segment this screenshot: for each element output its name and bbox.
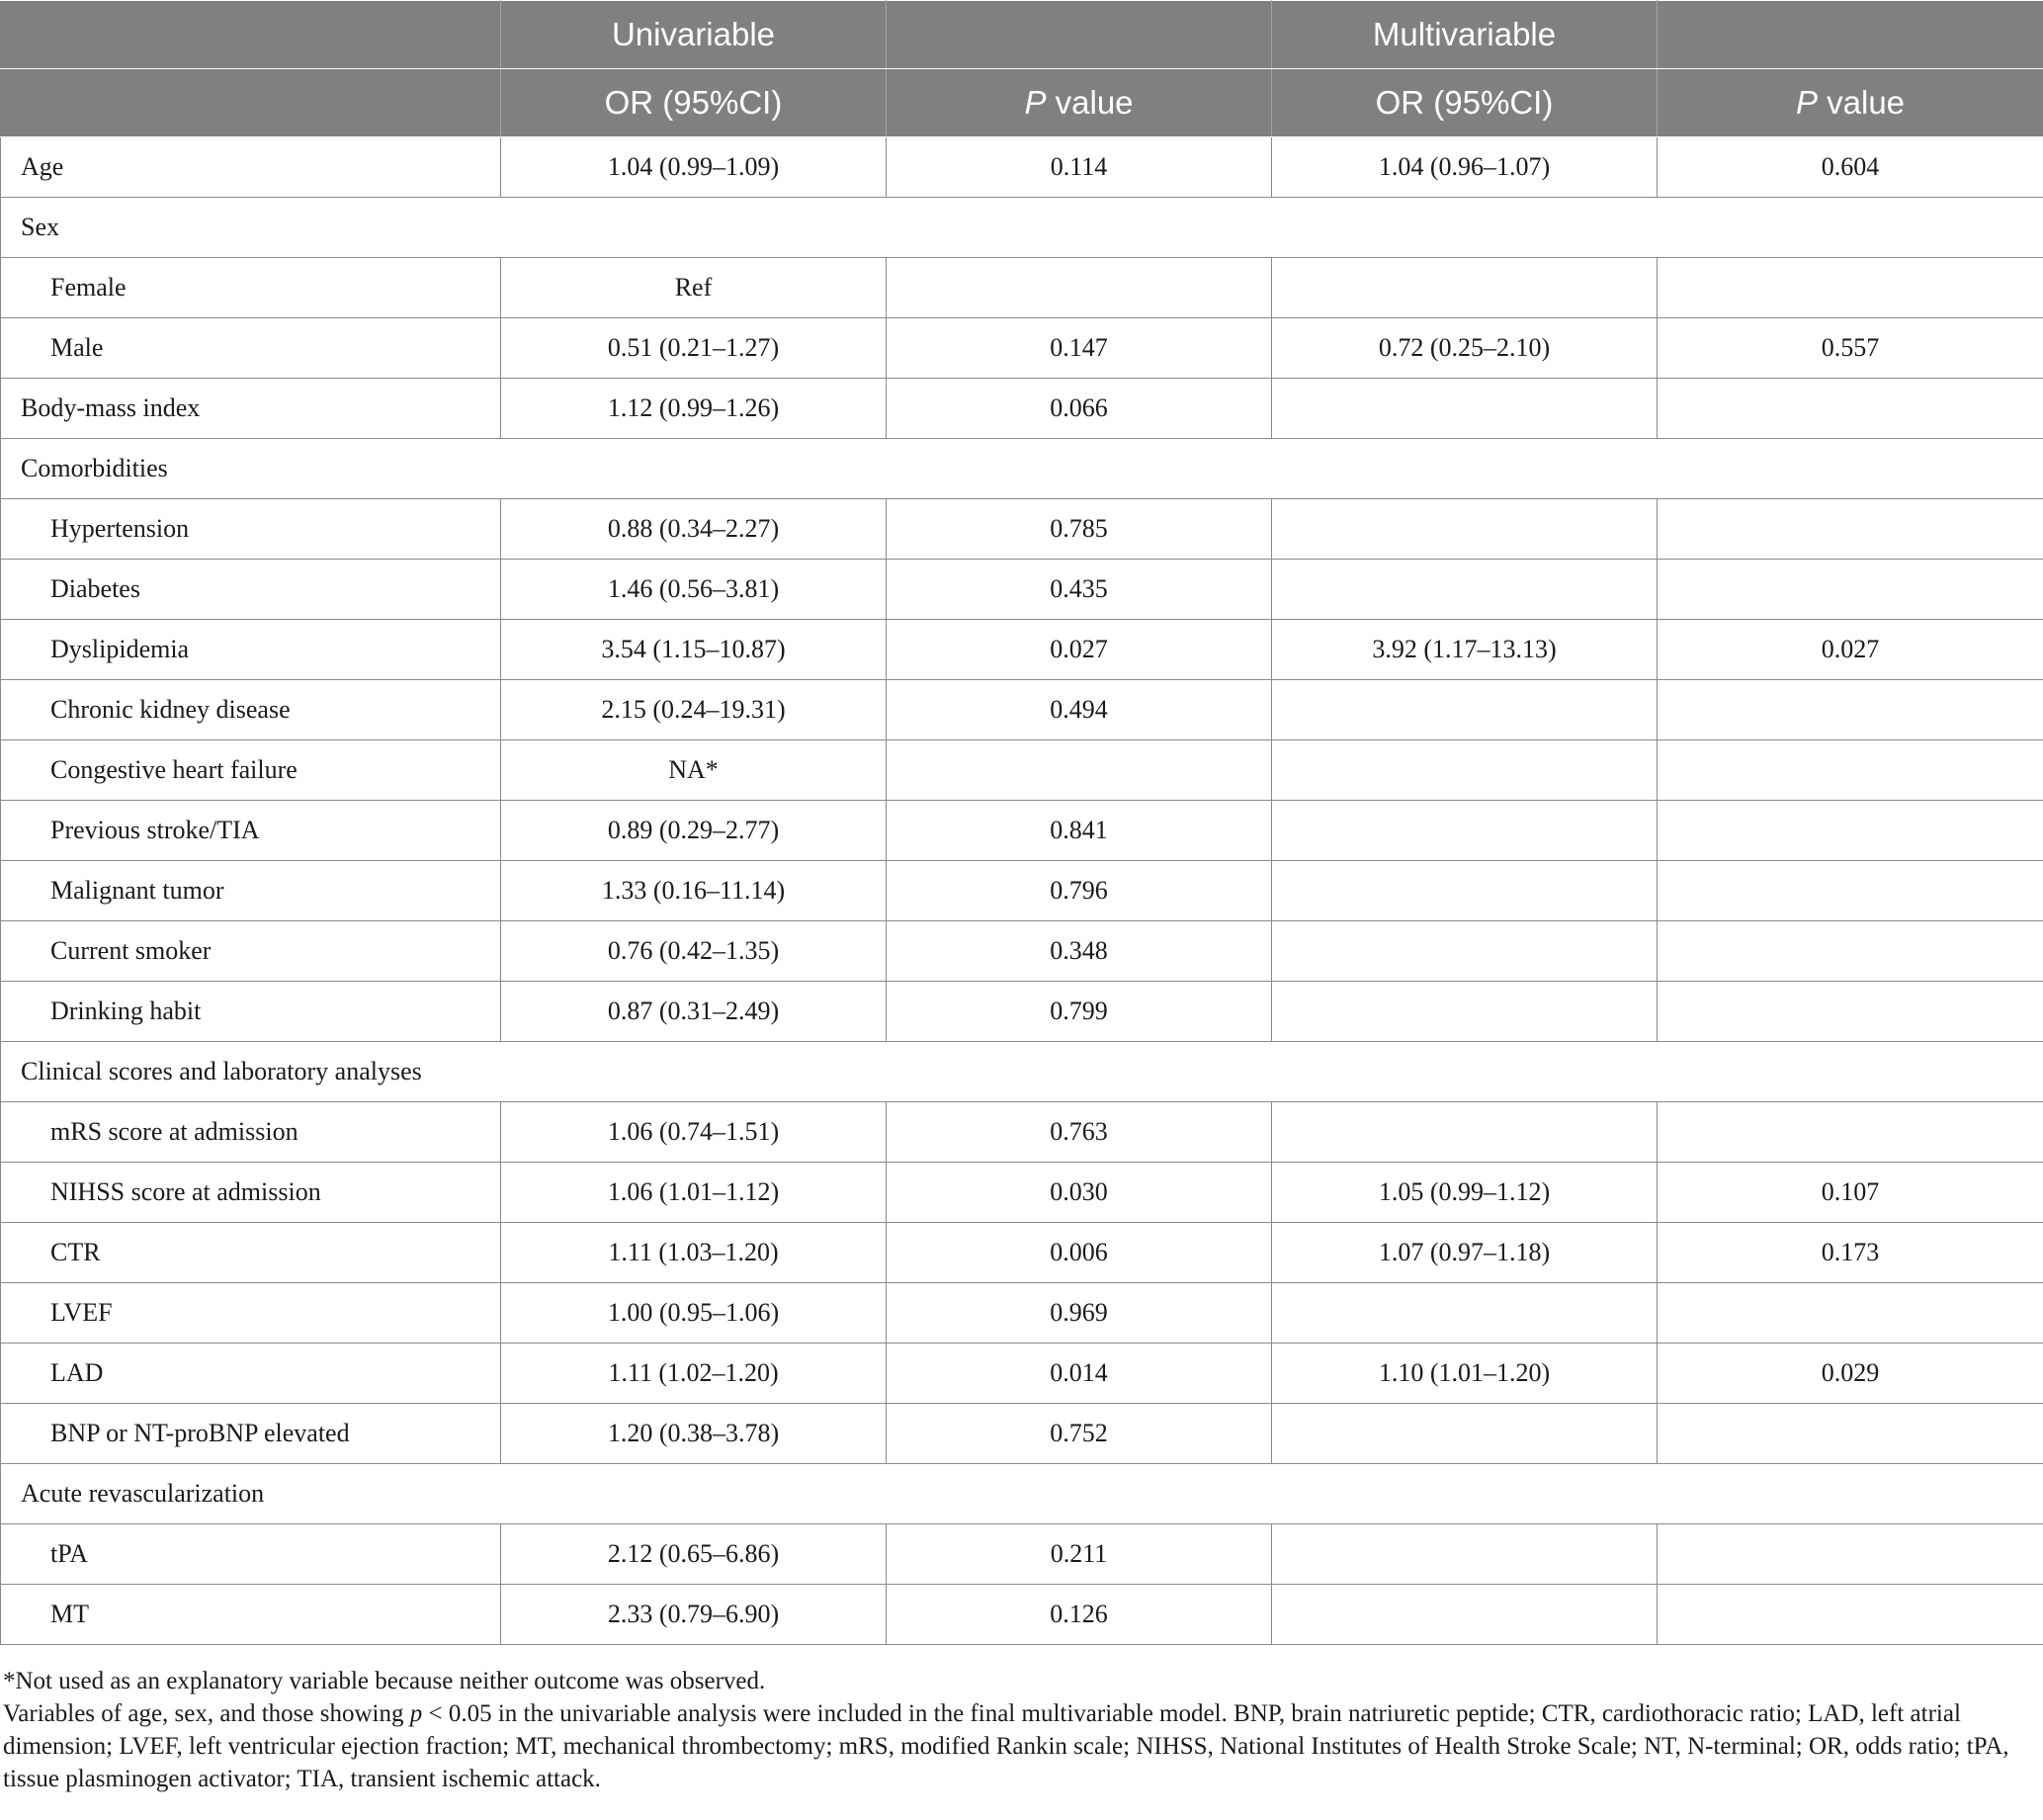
univariable-or-cell: 1.00 (0.95–1.06)	[501, 1283, 887, 1343]
variable-label: Drinking habit	[1, 982, 501, 1042]
univariable-or-cell: 2.33 (0.79–6.90)	[501, 1585, 887, 1645]
multivariable-p-cell	[1658, 1102, 2043, 1163]
univariable-p-cell: 0.763	[887, 1102, 1272, 1163]
table-section-row	[1, 439, 2043, 499]
table-header	[1, 1, 2043, 137]
multivariable-p-cell: 0.604	[1658, 137, 2043, 198]
header-multivariable: Multivariable	[1272, 1, 1658, 69]
multivariable-p-cell	[1658, 379, 2043, 439]
multivariable-p-cell	[1658, 801, 2043, 861]
univariable-p-cell	[887, 258, 1272, 318]
univariable-or-cell: 1.04 (0.99–1.09)	[501, 137, 887, 198]
multivariable-or-cell	[1272, 982, 1658, 1042]
univariable-p-cell: 0.030	[887, 1163, 1272, 1223]
table-row	[1, 1102, 2043, 1163]
multivariable-p-cell: 0.029	[1658, 1343, 2043, 1404]
table-body	[1, 137, 2043, 1645]
multivariable-or-cell: 1.07 (0.97–1.18)	[1272, 1223, 1658, 1283]
univariable-p-cell: 0.006	[887, 1223, 1272, 1283]
multivariable-or-cell	[1272, 1524, 1658, 1585]
multivariable-p-cell	[1658, 982, 2043, 1042]
section-label: Comorbidities	[1, 439, 2043, 499]
multivariable-or-cell: 0.72 (0.25–2.10)	[1272, 318, 1658, 379]
univariable-or-cell: 0.89 (0.29–2.77)	[501, 801, 887, 861]
multivariable-p-cell	[1658, 499, 2043, 560]
variable-label: Malignant tumor	[1, 861, 501, 921]
table-section-row	[1, 1042, 2043, 1102]
multivariable-or-cell	[1272, 1404, 1658, 1464]
univariable-p-cell	[887, 740, 1272, 801]
variable-label: Female	[1, 258, 501, 318]
multivariable-or-cell	[1272, 1585, 1658, 1645]
table-row	[1, 620, 2043, 680]
univariable-p-cell: 0.841	[887, 801, 1272, 861]
univariable-p-cell: 0.494	[887, 680, 1272, 740]
footnote-p-italic: p	[409, 1700, 423, 1727]
multivariable-or-cell	[1272, 861, 1658, 921]
table-row	[1, 1404, 2043, 1464]
footnote-text-a: Variables of age, sex, and those showing	[3, 1700, 410, 1727]
variable-label: MT	[1, 1585, 501, 1645]
footnote-text-b: < 0.05 in the univariable analysis were included in the final multivariable model. BNP, brain natriuretic peptide; CTR, cardiothoracic ratio; LAD, left atrial dimension; LVEF, left ventricular ejection fraction; MT, mechanical thrombectomy; mRS, modified Rankin scale; NIHSS, National Institutes of Health Stroke Scale; NT, N-terminal; OR, odds ratio; tPA, tissue plasminogen activator; TIA, transient ischemic attack.	[3, 1700, 2009, 1792]
variable-label: tPA	[1, 1524, 501, 1585]
multivariable-or-cell	[1272, 801, 1658, 861]
multivariable-or-cell	[1272, 379, 1658, 439]
variable-label: mRS score at admission	[1, 1102, 501, 1163]
univariable-p-cell: 0.785	[887, 499, 1272, 560]
table-row	[1, 137, 2043, 198]
univariable-p-cell: 0.796	[887, 861, 1272, 921]
table-row	[1, 379, 2043, 439]
header-multivariable-spacer	[1658, 1, 2043, 69]
header-blank-cell-2	[1, 69, 501, 137]
variable-label: Male	[1, 318, 501, 379]
multivariable-p-cell	[1658, 1283, 2043, 1343]
table-row	[1, 1343, 2043, 1404]
variable-label: Body-mass index	[1, 379, 501, 439]
univariable-p-cell: 0.066	[887, 379, 1272, 439]
univariable-or-cell: 1.12 (0.99–1.26)	[501, 379, 887, 439]
univariable-p-cell: 0.114	[887, 137, 1272, 198]
multivariable-p-cell: 0.027	[1658, 620, 2043, 680]
multivariable-p-cell	[1658, 680, 2043, 740]
multivariable-or-cell	[1272, 1102, 1658, 1163]
multivariable-or-cell: 1.05 (0.99–1.12)	[1272, 1163, 1658, 1223]
variable-label: LAD	[1, 1343, 501, 1404]
table-row	[1, 680, 2043, 740]
univariable-or-cell: 1.06 (1.01–1.12)	[501, 1163, 887, 1223]
section-label: Clinical scores and laboratory analyses	[1, 1042, 2043, 1102]
header-blank-cell	[1, 1, 501, 69]
header-multi-p-value	[1658, 69, 2043, 137]
multivariable-or-cell	[1272, 560, 1658, 620]
multivariable-p-cell	[1658, 258, 2043, 318]
table-row	[1, 258, 2043, 318]
table-row	[1, 921, 2043, 982]
table-section-row	[1, 1464, 2043, 1524]
multivariable-p-cell: 0.173	[1658, 1223, 2043, 1283]
footnote-abbreviations	[3, 1697, 2037, 1795]
table-section-row	[1, 198, 2043, 258]
table-row	[1, 560, 2043, 620]
variable-label: Chronic kidney disease	[1, 680, 501, 740]
univariable-or-cell: 1.06 (0.74–1.51)	[501, 1102, 887, 1163]
univariable-or-cell: 0.76 (0.42–1.35)	[501, 921, 887, 982]
variable-label: Previous stroke/TIA	[1, 801, 501, 861]
table-row	[1, 1223, 2043, 1283]
variable-label: NIHSS score at admission	[1, 1163, 501, 1223]
univariable-p-cell: 0.348	[887, 921, 1272, 982]
univariable-or-cell: 0.87 (0.31–2.49)	[501, 982, 887, 1042]
variable-label: Current smoker	[1, 921, 501, 982]
header-row-columns	[1, 69, 2043, 137]
univariable-or-cell: NA*	[501, 740, 887, 801]
header-multi-p-italic: P	[1795, 84, 1818, 121]
univariable-p-cell: 0.211	[887, 1524, 1272, 1585]
univariable-p-cell: 0.147	[887, 318, 1272, 379]
univariable-or-cell: 1.11 (1.02–1.20)	[501, 1343, 887, 1404]
univariable-p-cell: 0.752	[887, 1404, 1272, 1464]
univariable-p-cell: 0.014	[887, 1343, 1272, 1404]
table-row	[1, 1524, 2043, 1585]
multivariable-or-cell: 1.10 (1.01–1.20)	[1272, 1343, 1658, 1404]
table-footnotes	[3, 1665, 2037, 1795]
univariable-p-cell: 0.027	[887, 620, 1272, 680]
multivariable-p-cell	[1658, 861, 2043, 921]
multivariable-p-cell	[1658, 1585, 2043, 1645]
univariable-or-cell: 2.15 (0.24–19.31)	[501, 680, 887, 740]
multivariable-p-cell	[1658, 921, 2043, 982]
multivariable-or-cell: 1.04 (0.96–1.07)	[1272, 137, 1658, 198]
header-univariable: Univariable	[501, 1, 887, 69]
multivariable-p-cell	[1658, 560, 2043, 620]
header-uni-p-rest: value	[1046, 84, 1134, 121]
table-row	[1, 982, 2043, 1042]
multivariable-or-cell	[1272, 740, 1658, 801]
section-label: Sex	[1, 198, 2043, 258]
section-label: Acute revascularization	[1, 1464, 2043, 1524]
multivariable-p-cell	[1658, 1524, 2043, 1585]
header-uni-or-ci: OR (95%CI)	[501, 69, 887, 137]
table-row	[1, 801, 2043, 861]
variable-label: Age	[1, 137, 501, 198]
univariable-p-cell: 0.799	[887, 982, 1272, 1042]
variable-label: Hypertension	[1, 499, 501, 560]
univariable-p-cell: 0.435	[887, 560, 1272, 620]
footnote-na: *Not used as an explanatory variable because neither outcome was observed.	[3, 1668, 766, 1694]
multivariable-or-cell: 3.92 (1.17–13.13)	[1272, 620, 1658, 680]
multivariable-or-cell	[1272, 1283, 1658, 1343]
univariable-or-cell: Ref	[501, 258, 887, 318]
variable-label: LVEF	[1, 1283, 501, 1343]
univariable-or-cell: 1.20 (0.38–3.78)	[501, 1404, 887, 1464]
univariable-p-cell: 0.126	[887, 1585, 1272, 1645]
variable-label: Diabetes	[1, 560, 501, 620]
multivariable-p-cell: 0.107	[1658, 1163, 2043, 1223]
multivariable-or-cell	[1272, 499, 1658, 560]
univariable-or-cell: 2.12 (0.65–6.86)	[501, 1524, 887, 1585]
header-uni-p-value	[887, 69, 1272, 137]
header-multi-or-ci: OR (95%CI)	[1272, 69, 1658, 137]
multivariable-or-cell	[1272, 258, 1658, 318]
multivariable-p-cell: 0.557	[1658, 318, 2043, 379]
table-row	[1, 499, 2043, 560]
univariable-or-cell: 1.11 (1.03–1.20)	[501, 1223, 887, 1283]
table-row	[1, 861, 2043, 921]
variable-label: Congestive heart failure	[1, 740, 501, 801]
multivariable-p-cell	[1658, 740, 2043, 801]
table-row	[1, 1283, 2043, 1343]
table-row	[1, 740, 2043, 801]
univariable-or-cell: 0.88 (0.34–2.27)	[501, 499, 887, 560]
univariable-or-cell: 3.54 (1.15–10.87)	[501, 620, 887, 680]
table-row	[1, 1585, 2043, 1645]
univariable-or-cell: 1.46 (0.56–3.81)	[501, 560, 887, 620]
variable-label: BNP or NT-proBNP elevated	[1, 1404, 501, 1464]
multivariable-p-cell	[1658, 1404, 2043, 1464]
multivariable-or-cell	[1272, 921, 1658, 982]
univariable-or-cell: 0.51 (0.21–1.27)	[501, 318, 887, 379]
variable-label: Dyslipidemia	[1, 620, 501, 680]
header-uni-p-italic: P	[1024, 84, 1047, 121]
variable-label: CTR	[1, 1223, 501, 1283]
table-row	[1, 318, 2043, 379]
header-row-groups	[1, 1, 2043, 69]
univariable-p-cell: 0.969	[887, 1283, 1272, 1343]
table-row	[1, 1163, 2043, 1223]
header-multi-p-rest: value	[1817, 84, 1906, 121]
multivariable-or-cell	[1272, 680, 1658, 740]
header-univariable-spacer	[887, 1, 1272, 69]
univariable-or-cell: 1.33 (0.16–11.14)	[501, 861, 887, 921]
